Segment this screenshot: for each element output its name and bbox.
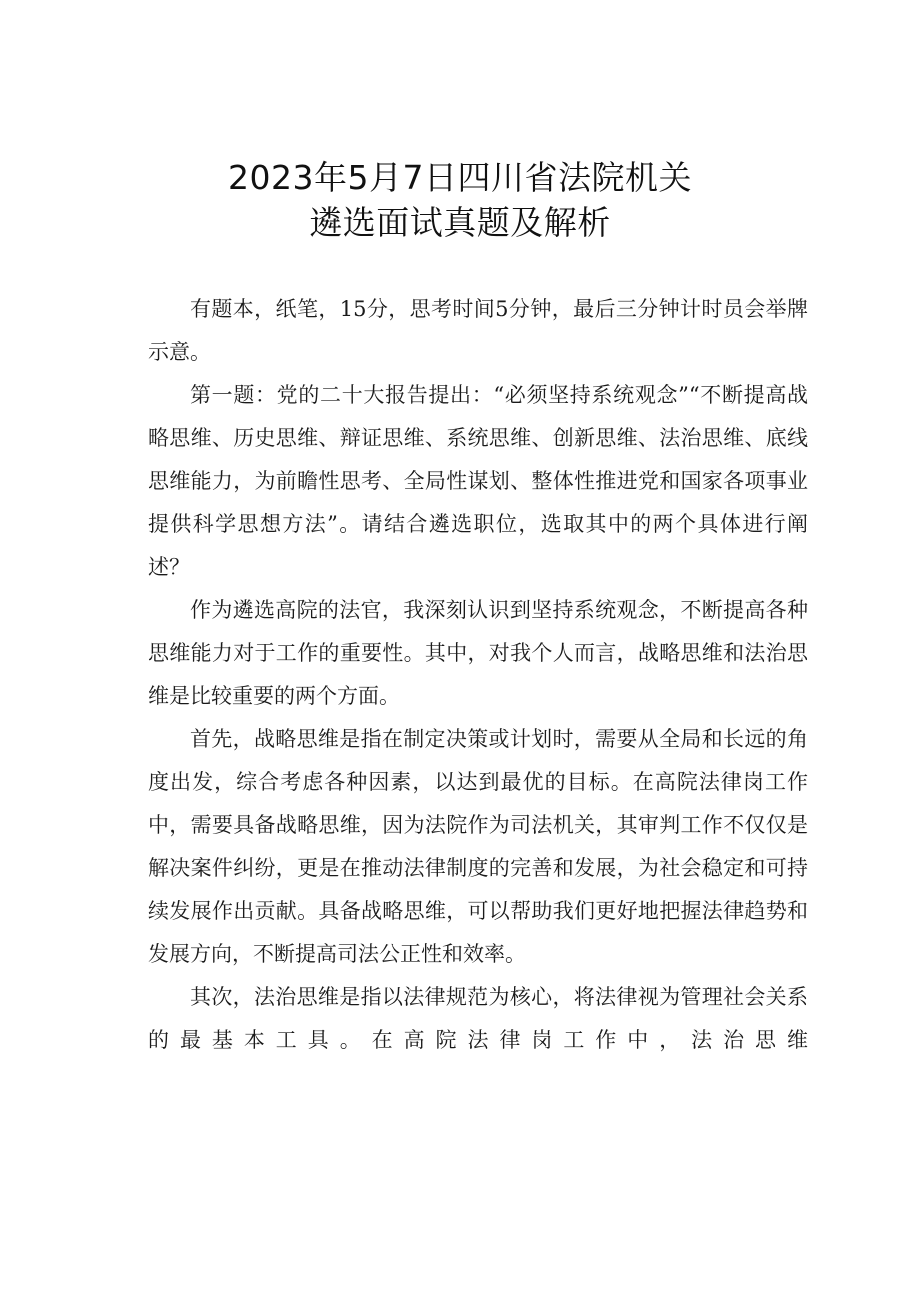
document-title-line-2: 遴选面试真题及解析 (309, 203, 611, 242)
paragraph-rule-of-law-thinking: 其次，法治思维是指以法律规范为核心，将法律视为管理社会关系的最基本工具。在高院法律岗工作中，法治思维 (148, 985, 808, 1052)
paragraph-exam-format: 有题本，纸笔，15分，思考时间5分钟，最后三分钟计时员会举牌示意。 (148, 297, 808, 364)
document-title-line-1: 2023年5月7日四川省法院机关 (228, 158, 692, 197)
paragraph-answer-intro: 作为遴选高院的法官，我深刻认识到坚持系统观念，不断提高各种思维能力对于工作的重要性。其中，对我个人而言，战略思维和法治思维是比较重要的两个方面。 (148, 598, 808, 708)
document-body (148, 288, 808, 1062)
paragraph-question-one: 第一题：党的二十大报告提出：“必须坚持系统观念”“不断提高战略思维、历史思维、辩证思维、系统思维、创新思维、法治思维、底线思维能力，为前瞻性思考、全局性谋划、整体性推进党和国家各项事业提供科学思想方法”。请结合遴选职位，选取其中的两个具体进行阐述？ (148, 383, 808, 579)
paragraph-strategic-thinking: 首先，战略思维是指在制定决策或计划时，需要从全局和长远的角度出发，综合考虑各种因素，以达到最优的目标。在高院法律岗工作中，需要具备战略思维，因为法院作为司法机关，其审判工作不仅仅是解决案件纠纷，更是在推动法律制度的完善和发展，为社会稳定和可持续发展作出贡献。具备战略思维，可以帮助我们更好地把握法律趋势和发展方向，不断提高司法公正性和效率。 (148, 727, 808, 966)
